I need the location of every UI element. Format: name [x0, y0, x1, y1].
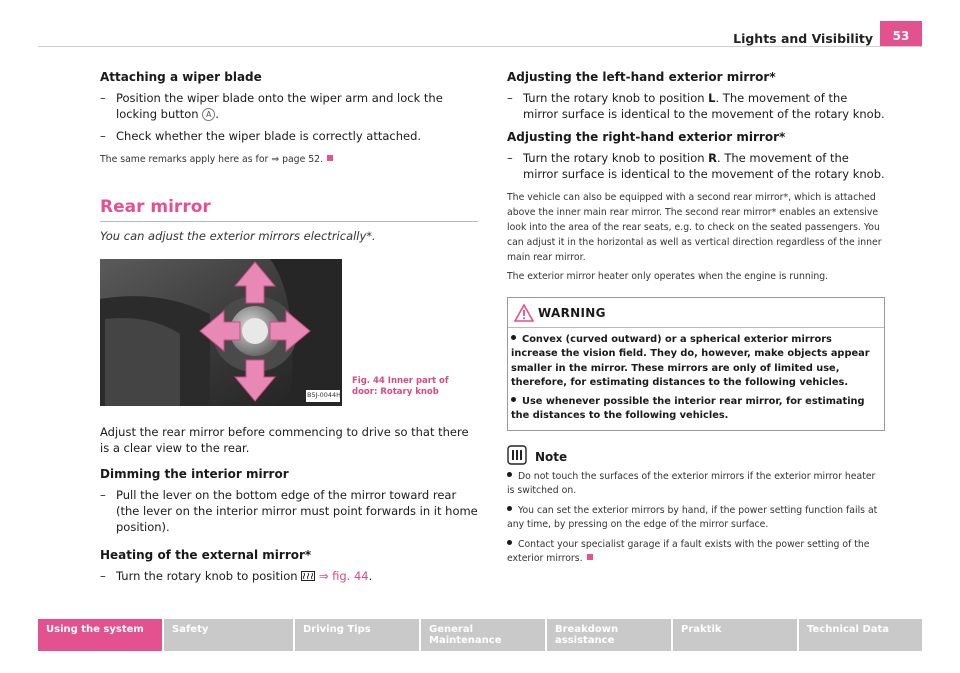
right-mirror-heading: Adjusting the right-hand exterior mirror*: [507, 130, 786, 144]
right-mirror-step: – Turn the rotary knob to position R. The movement of the mirror surface is identical to the movement of the rotary knob.: [507, 151, 885, 181]
dimming-heading: Dimming the interior mirror: [100, 466, 289, 481]
tab-praktik[interactable]: Praktik: [673, 619, 797, 651]
heating-heading: Heating of the external mirror*: [100, 547, 312, 562]
attach-step-1: – Position the wiper blade onto the wiper arm and lock the locking button A .: [100, 91, 443, 121]
left-mirror-heading: Adjusting the left-hand exterior mirror*: [507, 70, 776, 84]
end-marker-icon: [327, 155, 333, 161]
figure-code: B5J-0044H: [307, 390, 342, 399]
note-title: Note: [535, 449, 568, 464]
tab-safety[interactable]: Safety: [164, 619, 293, 651]
page-52-link[interactable]: page 52.: [282, 154, 324, 165]
note-item: Do not touch the surfaces of the exterior mirrors if the exterior mirror heater is switched on.: [507, 470, 876, 496]
tab-breakdown-assistance[interactable]: Breakdown assistance: [547, 619, 671, 651]
left-mirror-step: – Turn the rotary knob to position L. The movement of the mirror surface is identical to the movement of the rotary knob.: [507, 91, 885, 121]
note-header: [507, 445, 885, 467]
note-item: You can set the exterior mirrors by hand, if the power setting function fails at any time, by pressing on the edge of the mirror surface.: [507, 504, 878, 530]
figure-rotary-knob: [100, 259, 342, 406]
warning-triangle-icon: [514, 304, 534, 326]
note-section: [507, 445, 885, 567]
second-mirror-paragraph: The vehicle can also be equipped with a second rear mirror*, which is attached above the inner main rear mirror. The second rear mirror* enables an extensive look into the area of the rear seats, e.g. to check on the seated passengers. You can adjust it in the horizontal as well as vertical direction regardless of the inner main rear mirror.: [507, 192, 882, 263]
warning-title: WARNING: [538, 305, 606, 320]
footer-nav: [38, 619, 922, 651]
tab-using-the-system[interactable]: Using the system: [38, 619, 162, 651]
warning-item: Use whenever possible the interior rear mirror, for estimating the distances to the following vehicles.: [511, 395, 865, 421]
rear-mirror-section: [100, 196, 478, 244]
fig-44-link[interactable]: fig. 44: [332, 568, 369, 583]
tab-technical-data[interactable]: Technical Data: [799, 619, 922, 651]
section-rule: [100, 221, 478, 222]
running-header-title: Lights and Visibility: [733, 31, 873, 46]
warning-header: [508, 298, 884, 328]
warning-body: [508, 328, 884, 430]
arrow-ref-icon: ⇒: [271, 154, 280, 165]
left-column: [100, 69, 478, 584]
dimming-step: – Pull the lever on the bottom edge of the mirror toward rear (the lever on the interior mirror must point forwards in it home position).: [100, 487, 478, 534]
end-marker-icon: [587, 554, 593, 560]
position-l-symbol: L: [708, 91, 716, 105]
arrow-ref-icon: ⇒: [318, 568, 329, 583]
right-column: [507, 69, 885, 567]
warning-item: Convex (curved outward) or a spherical exterior mirrors increase the vision field. They do, however, make objects appear smaller in the mirror. These mirrors are only of limited use, therefore, for estimating distances to the following vehicles.: [511, 333, 870, 388]
section-subtitle: You can adjust the exterior mirrors electrically*.: [100, 228, 376, 243]
callout-a-badge: A: [202, 108, 215, 121]
page-number: 53: [880, 21, 922, 47]
header-rule: [38, 46, 922, 47]
note-item: Contact your specialist garage if a fault exists with the power setting of the exterior mirrors.: [507, 538, 870, 564]
attach-step-2: – Check whether the wiper blade is correctly attached.: [100, 129, 422, 143]
rotary-knob-illustration: [100, 259, 342, 406]
attaching-heading: Attaching a wiper blade: [100, 70, 262, 84]
same-remarks-text: The same remarks apply here as for ⇒ page 52.: [100, 153, 478, 168]
heating-symbol-icon: [301, 569, 315, 579]
position-r-symbol: R: [708, 151, 718, 165]
heating-step: – Turn the rotary knob to position ⇒ fig. 44.: [100, 568, 373, 583]
warning-box: [507, 297, 885, 431]
adjust-paragraph: Adjust the rear mirror before commencing to drive so that there is a clear view to the rear.: [100, 424, 469, 455]
figure-caption: Fig. 44 Inner part of door: Rotary knob: [352, 376, 449, 397]
note-icon: [507, 445, 527, 469]
heater-paragraph: The exterior mirror heater only operates when the engine is running.: [507, 271, 829, 282]
tab-driving-tips[interactable]: Driving Tips: [295, 619, 419, 651]
section-title: Rear mirror: [100, 196, 211, 217]
tab-general-maintenance[interactable]: General Maintenance: [421, 619, 545, 651]
